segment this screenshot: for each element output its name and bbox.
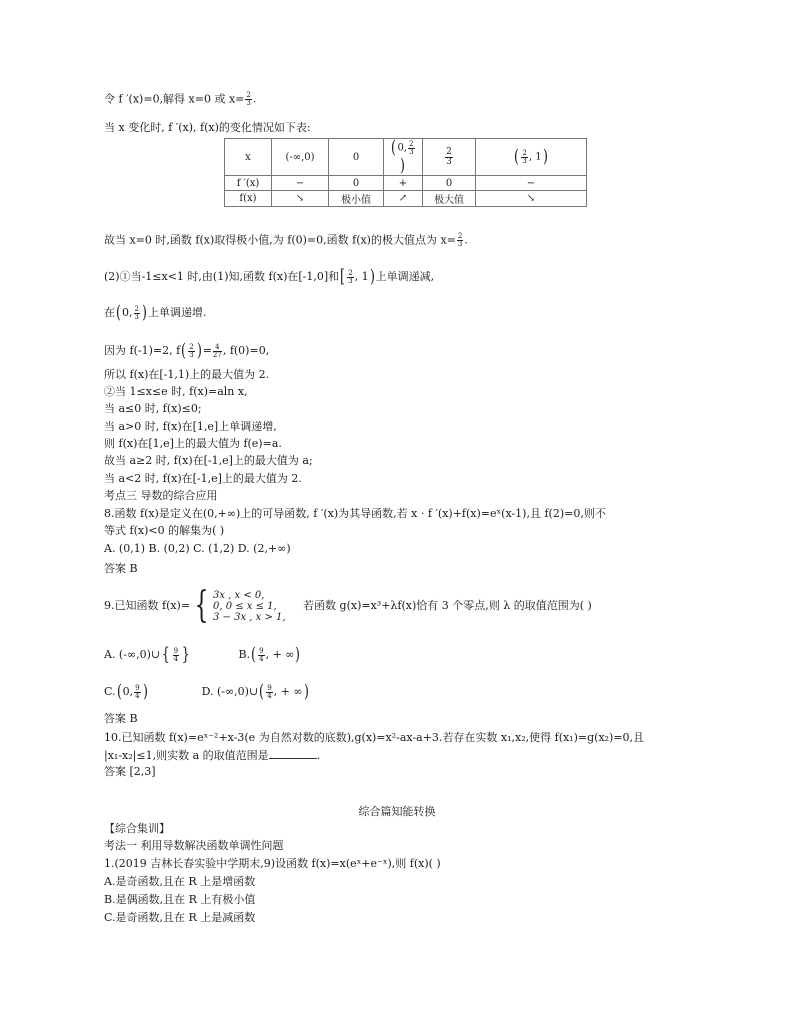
section-title: 综合篇知能转换: [358, 805, 436, 818]
solution-line: 因为 f(-1)=2, f( $\frac{2}{3}$ )= $\frac{4}{27}$ , f(0)=0,: [104, 340, 270, 361]
question-8-options: A. (0,1) B. (0,2) C. (1,2) D. (2,+∞): [104, 542, 291, 555]
solution-line: 则 f(x)在[1,e]上的最大值为 f(e)=a.: [104, 437, 282, 450]
interval-cell: (0, $\frac{2}{3}$ ): [384, 139, 423, 176]
subsection-heading: 【综合集训】: [104, 822, 170, 835]
answer-8: 答案 B: [104, 562, 138, 575]
question-9-options-ab: A. (-∞,0)∪{ $\frac{9}{4}$ } B.( $\frac{9}{4}$ , + ∞): [104, 644, 301, 665]
question-10: 10.已知函数 f(x)=eˣ⁻²+x-3(e 为自然对数的底数),g(x)=x²-ax-a+3.若存在实数 x₁,x₂,使得 f(x₁)=g(x₂)=0,且: [104, 731, 645, 744]
interval-cell: ( $\frac{2}{3}$ , 1): [476, 139, 587, 176]
answer-blank: [269, 748, 317, 759]
solution-line: 所以 f(x)在[-1,1)上的最大值为 2.: [104, 368, 270, 381]
answer-9: 答案 B: [104, 712, 138, 725]
question-10-continued: |x₁-x₂|≤1,则实数 a 的取值范围是 .: [104, 749, 321, 762]
option-b: B.是偶函数,且在 R 上有极小值: [104, 893, 256, 906]
solution-line: 当 a>0 时, f(x)在[1,e]上单调递增,: [104, 420, 277, 433]
method-heading: 考法一 利用导数解决函数单调性问题: [104, 839, 284, 852]
solution-line: 令 f ′(x)=0,解得 x=0 或 x= $\frac{2}{3}$ .: [104, 91, 257, 107]
option-c: C.是奇函数,且在 R 上是减函数: [104, 911, 256, 924]
critical-point-cell: $\frac{2}{3}$: [423, 139, 476, 176]
solution-line: ②当 1≤x≤e 时, f(x)=aln x,: [104, 385, 248, 398]
solution-line: 当 a<2 时, f(x)在[-1,e]上的最大值为 2.: [104, 472, 302, 485]
solution-line: 当 a≤0 时, f(x)≤0;: [104, 402, 202, 415]
fraction: $\frac{2}{3}$: [246, 91, 251, 107]
solution-line: (2)①当-1≤x<1 时,由(1)知,函数 f(x)在[-1,0]和[ $\frac{2}{3}$ , 1)上单调递减,: [104, 266, 435, 287]
section-heading: 考点三 导数的综合应用: [104, 489, 218, 502]
question-8-continued: 等式 f(x)<0 的解集为( ): [104, 524, 225, 537]
answer-10: 答案 [2,3]: [104, 765, 156, 778]
question-1: 1.(2019 吉林长春实验中学期末,9)设函数 f(x)=x(eˣ+e⁻ˣ),则 f(x)( ): [104, 857, 441, 870]
solution-line: 故当 x=0 时,函数 f(x)取得极小值,为 f(0)=0,函数 f(x)的极大值点为 x= $\frac{2}{3}$ .: [104, 232, 468, 248]
question-8: 8.函数 f(x)是定义在(0,+∞)上的可导函数, f ′(x)为其导函数,若 x · f ′(x)+f(x)=eˣ(x-1),且 f(2)=0,则不: [104, 507, 606, 520]
question-9: 9.已知函数 f(x)= { 3x , x < 0, 0, 0 ≤ x ≤ 1, 3 − 3x , x > 1, 若函数 g(x)=x³+λf(x)恰有 3 个零点,则 λ 的取值范围为( ): [104, 585, 592, 626]
solution-line: 故当 a≥2 时, f(x)在[-1,e]上的最大值为 a;: [104, 454, 313, 467]
piecewise-definition: 3x , x < 0, 0, 0 ≤ x ≤ 1, 3 − 3x , x > 1,: [212, 589, 286, 623]
solution-line: 在(0, $\frac{2}{3}$ )上单调递增.: [104, 302, 207, 323]
question-9-options-cd: C.(0, $\frac{9}{4}$ ) D. (-∞,0)∪( $\frac{9}{4}$ , + ∞): [104, 681, 309, 702]
option-a: A.是奇函数,且在 R 上是增函数: [104, 875, 256, 888]
solution-line: 当 x 变化时, f ′(x), f(x)的变化情况如下表:: [104, 121, 311, 134]
variation-table: x (-∞,0) 0 (0, $\frac{2}{3}$ ) $\frac{2}{3}$ ( $\frac{2}{3}$ , 1) f ′(x) − 0 + 0 − f(x) ↘ 极小值 ↗ 极大值 ↘: [224, 138, 587, 207]
